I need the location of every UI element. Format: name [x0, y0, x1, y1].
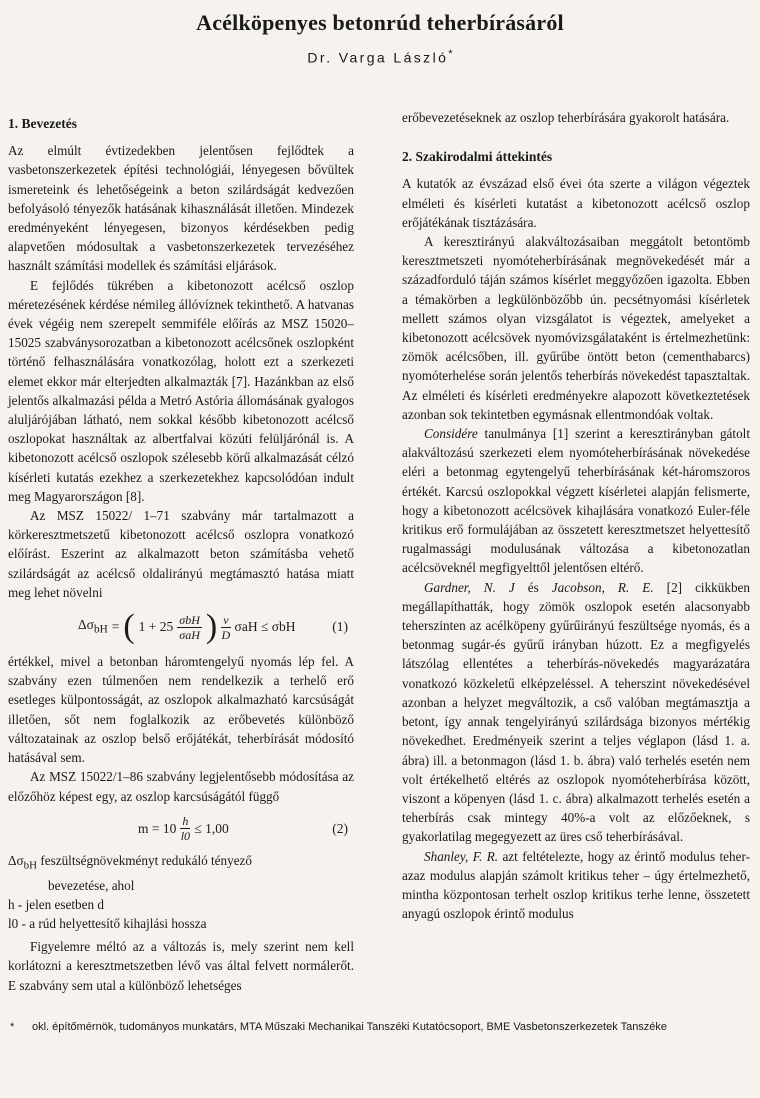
eq2-lhs: m = 10: [138, 820, 177, 836]
paragraph: A keresztirányú alakváltozásaiban meggátolt betontömb keresztmetszeti nyomóteherbírásának megnövekedését már a századforduló táján számos kísérlet meggyőzően igazolta. Ebben a témakörben a legkülönbözőbb ún. pecsétnyomási kísérletek mellett számos olyan vizsgálatot is végeztek, amelyeket a kibetonozott acélcsövek nyomóvizsgálataként is értelmezhetünk: zömök acélcsőben, ill. gyűrűbe öntött beton (cementhabarcs) nyomóterhelése során jelentős teherbírás növekedést tapasztaltak. Az elméleti és kísérleti eredményekre alapozott következtetések azonban sok tekintetben egymásnak ellentmondóak voltak.: [402, 234, 750, 422]
eq1-fraction: $\frac{\text{σbH}}{\text{σaH}}$: [179, 612, 200, 642]
paragraph: Considére tanulmánya [1] szerint a keresztirányban gátolt alakváltozású szerkezeti elem nyomóteherbírásának növekedése eléri a betonmag egytengelyű teherbírásának két-háromszoros értékét. Karcsú oszlopokkal végzett kísérletei alapján felismerte, hogy a kibetonozott acélcsövek kihajlására vonatkozó Euler-féle kritikus erő formulájában az összetett keresztmetszet helyettesítő rugalmassági modulusának változása a kibetonozatlan acélcsöveknél megfigyelttől jelentősen eltérő.: [402, 426, 750, 576]
paragraph: Gardner, N. J és Jacobson, R. E. [2] cikkükben megállapíthatták, hogy zömök oszlopok esetén alacsonyabb teherszinten az acélköpeny gyűrűirányú feszültsége nyomás, és a betonmag sugár-és gyűrű irányban húzott. Ez a megfigyelés látszólag ellentétes a teherbírás-növekedés magyarázatára vonatkozó közkeletű elképzeléssel. A teherszint növekedésével azonban a helyzet megváltozik, a cső valóban megtámasztja a betont, így annak tengelyirányú szilárdsága bizonyos mértékig növekedhet. Eredményeik szerint a teljes véglapon (lásd 1. a. ábra) ill. a betonmagon (lásd 1. b. ábra) való terhelés esetén nem volt értékelhető eltérés az oszlopok nyomóteherbírása között, viszont a köpenyen (lásd 1. c. ábra) alkalmazott terhelés esetén a teherbírás csak mintegy 40%-a volt az előzőeknek, s gyakorlatilag megegyezett az üres cső teherbírásával.: [402, 579, 751, 845]
author-ref: Gardner, N. J: [424, 579, 515, 595]
paragraph: értékkel, mivel a betonban háromtengelyű nyomás lép fel. A szabvány ezen túlmenően nem rendelkezik a terhelő erő esetleges külpontosságát, az oszlopok alkalmazható karcsúságát illetően, sőt nem foglalkozik az erőbevetés különböző változatainak az oszlop belső erőjátékát, teherbírását módosító hatásával sem.: [8, 654, 354, 766]
right-column: [402, 108, 750, 923]
left-column: [8, 108, 354, 995]
symbol-definition: l0 - a rúd helyettesítő kihajlási hossza: [8, 915, 207, 931]
eq1-lhs: $\Delta\sigma_{bH}$: [78, 616, 108, 636]
equation-2: [8, 814, 354, 843]
paragraph: Az MSZ 15022/1–86 szabvány legjelentősebb módosítása az előzőhöz képest egy, az oszlop karcsúságától függő: [8, 769, 354, 804]
author-name: Dr. Varga László: [307, 49, 449, 66]
eq2-rhs: ≤ 1,00: [194, 820, 229, 836]
page-title: Acélköpenyes betonrúd teherbírásáról: [196, 10, 564, 35]
equation-1: $\Delta\sigma_{bH}$ = ( 1 + 25 $\frac{\text{σbH}}{\text{σaH}}$ ) $\frac{v}{D}$ σaH ≤ σbH (1): [78, 608, 348, 646]
eq1-v-over-d: $\frac{v}{D}$: [221, 612, 231, 642]
paragraph: A kutatók az évszázad első évei óta szerte a világon végeztek elméleti és kísérleti kutatást a kibetonozott acélcső oszlop erőjátékának tisztázására.: [402, 176, 750, 230]
paragraph: Shanley, F. R. azt feltételezte, hogy az érintő modulus teher- azaz modulus alapján számolt kritikus teher – úgy értelmezhető, mintha központosan terhelt oszlop kritikus terhe lenne, összetett anyagú oszlopok érintő modulus: [402, 848, 750, 922]
author-ref: Considére: [424, 426, 478, 442]
author-ref: Shanley, F. R.: [424, 848, 499, 864]
eq2-fraction: $\frac{h}{l0}$: [180, 813, 191, 843]
footnote: [10, 1021, 750, 1033]
paragraph: E fejlődés tükrében a kibetonozott acélcső oszlop méretezésének kérdése némileg állóvíznek tekinthető. A hatvanas évek végéig nem szerepelt semmiféle előírás az MSZ 15020–15025 szabványsorozatban a kibetonozott acélcsőnek oszlopként történő felhasználására vonatkozólag, holott ezt a szerkezeti elemet ekkor már elterjedten alkalmazták [7]. Hazánkban az első jelentős alkalmazási példa a Metró Astória állomásának gyalogos aluljárójában látható, nem sokkal később kibetonozott acélcső oszlopokat használtak az albertfalvai közúti felüljárónál is. A kibetonozott acélcső oszlopok szélesebb körű alkalmazását célzó kísérleti kutatás ezekhez a szerkezetekhez kapcsolódóan indult meg Magyarországon [8].: [8, 277, 354, 504]
eq1-tail: σaH ≤ σbH: [234, 619, 296, 635]
paragraph: Figyelemre méltó az a változás is, mely szerint nem kell korlátozni a keresztmetszetben lévő vas által felvett normálerőt. E szabvány sem utal a különböző lehetséges: [8, 939, 354, 993]
author-ref: Jacobson, R. E.: [551, 579, 654, 595]
symbol-list: [8, 851, 354, 933]
eq1-one: 1 + 25: [138, 619, 174, 635]
footnote-text: okl. építőmérnök, tudományos munkatárs, MTA Műszaki Mechanikai Tanszéki Kutatócsoport, BME Vasbetonszerkezetek Tanszéke: [32, 1021, 668, 1033]
author-line: [0, 48, 760, 66]
paragraph: erőbevezetéseknek az oszlop teherbírására gyakorolt hatására.: [402, 110, 730, 125]
paragraph: Az elmúlt évtizedekben jelentősen fejlődtek a vasbetonszerkezetek építési technológiái, lényegesen bővültek ismereteink és lehetőségeink a beton szilárdságát kedvezően befolyásoló tényezők hatásának kihasználását illetően. Mindezek eredményeként lényegesen, bizonyos kérdésekben pedig alapvetően módosultak a vasbetonszerkezetek tervezéséhez használt számítási modellek és számítási eljárások.: [8, 143, 354, 274]
equation-number: (1): [332, 619, 348, 635]
footnote-mark: *: [10, 1021, 15, 1033]
eq1-equals: =: [111, 619, 120, 635]
author-footnote-mark: *: [448, 48, 453, 60]
symbol-definition: h - jelen esetben d: [8, 896, 104, 912]
section-heading-introduction: 1. Bevezetés: [8, 116, 77, 131]
paragraph: Az MSZ 15022/ 1–71 szabvány már tartalmazott a körkeresztmetszetű kibetonozott acélcső oszlopra vonatkozó előírást. Eszerint az alkalmazott beton számításba vehető szilárdságát az acélcső oldalirányú megtámasztó hatása miatt meg lehet növelni: [8, 508, 354, 600]
equation-number: (2): [332, 820, 348, 836]
symbol-definition-cont: bevezetése, ahol: [48, 877, 135, 893]
symbol-definition: $\Delta\sigma_{bH}$ feszültségnövekményt redukáló tényező: [8, 852, 253, 872]
section-heading-literature: 2. Szakirodalmi áttekintés: [402, 149, 553, 165]
